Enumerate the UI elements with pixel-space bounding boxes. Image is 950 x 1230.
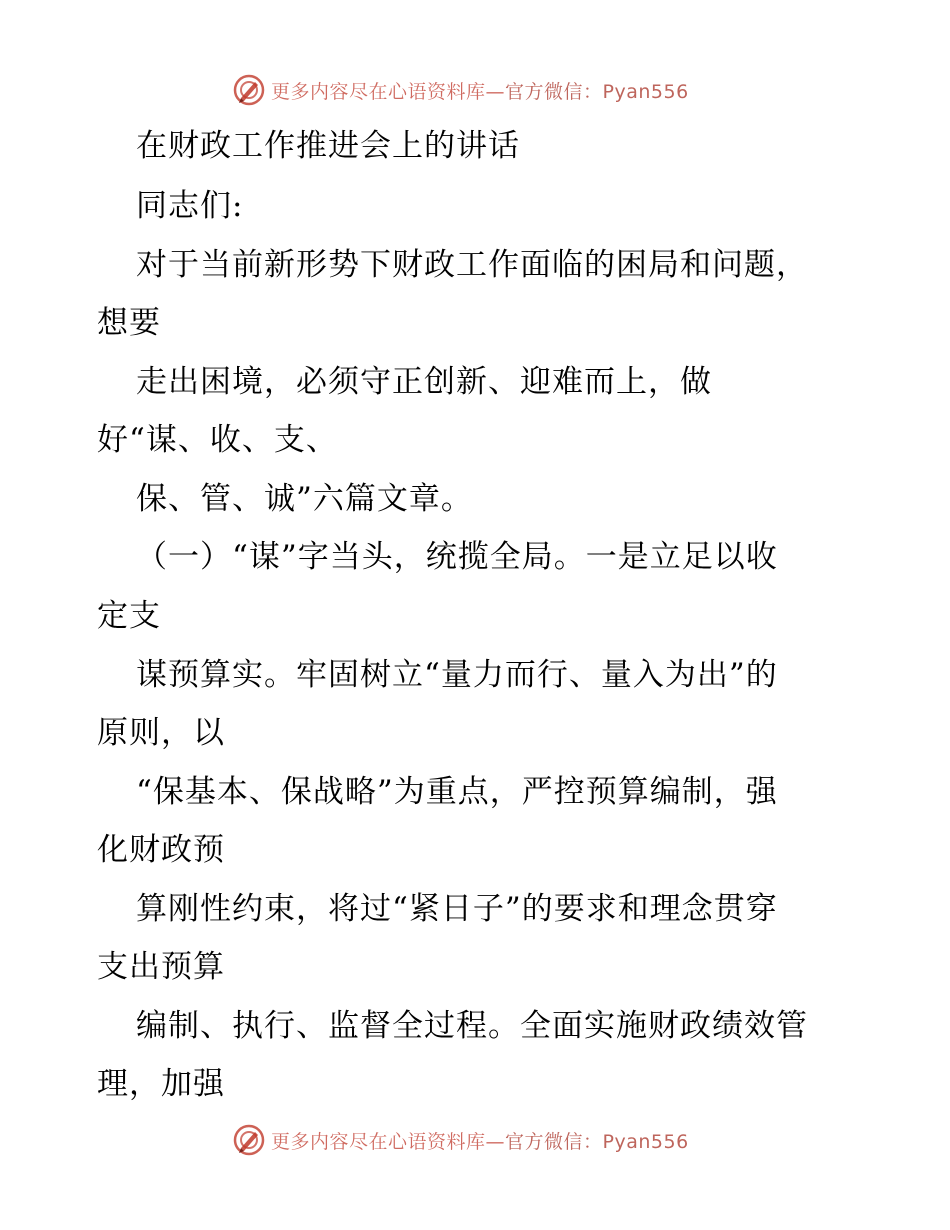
banner-wechat: 官方微信：Pyan556 [505,80,689,103]
paragraph-line: 谋预算实。牢固树立“量力而行、量入为出”的 [136,657,778,693]
pen-logo-icon [233,74,265,106]
paragraph-line: 定支 [97,598,161,634]
banner-wechat: 官方微信：Pyan556 [505,1130,689,1153]
paragraph-line: 支出预算 [97,949,225,985]
paragraph-line: 想要 [97,305,161,341]
header-banner [233,72,689,108]
paragraph-line: （一）“谋”字当头，统揽全局。一是立足以收 [136,539,778,575]
paragraph-line: 原则，以 [97,715,225,751]
banner-text: 更多内容尽在心语资料库—官方微信：Pyan556 [271,80,689,103]
footer-banner [233,1122,689,1158]
paragraph-line: 理，加强 [97,1066,225,1102]
paragraph-line: 编制、执行、监督全过程。全面实施财政绩效管 [136,1008,808,1044]
paragraph-line: 同志们: [136,188,244,224]
paragraph-line: 化财政预 [97,832,225,868]
paragraph-line: 保、管、诚”六篇文章。 [136,481,473,517]
banner-text: 更多内容尽在心语资料库—官方微信：Pyan556 [271,1130,689,1153]
paragraph-line: “保基本、保战略”为重点，严控预算编制，强 [136,774,778,810]
pen-logo-icon [233,1124,265,1156]
paragraph-line: 算刚性约束，将过“紧日子”的要求和理念贯穿 [136,891,778,927]
paragraph-line: 对于当前新形势下财政工作面临的困局和问题， [136,247,808,283]
document-title: 在财政工作推进会上的讲话 [136,128,520,164]
paragraph-line: 好“谋、收、支、 [97,422,338,458]
paragraph-line: 走出困境，必须守正创新、迎难而上，做 [136,364,712,400]
